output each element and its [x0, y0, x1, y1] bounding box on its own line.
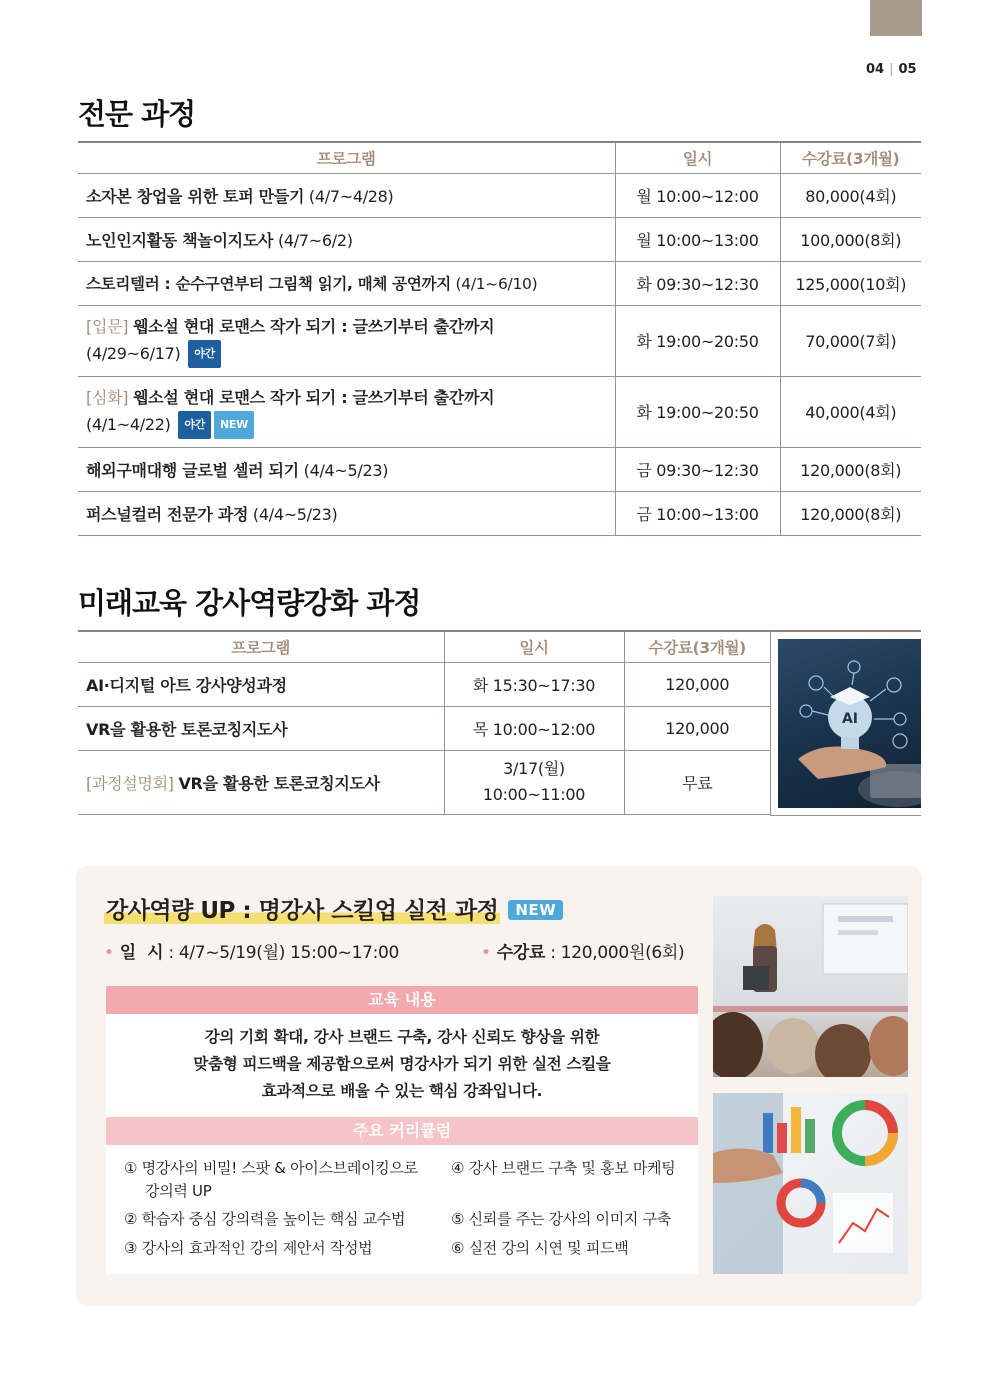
curriculum-item: ⑤ 신뢰를 주는 강사의 이미지 구축	[451, 1210, 671, 1228]
header-program: 프로그램	[78, 631, 444, 662]
content-description: 강의 기회 확대, 강사 브랜드 구축, 강사 신뢰도 향상을 위한 맞춤형 피드백을 제공함으로써 명강사가 되기 위한 실전 스킬을 효과적으로 배울 수 있는 핵심 강좌입니다.	[193, 1028, 611, 1100]
table-row: AI·디지털 아트 강사양성과정 화 15:30~17:30 120,000	[78, 662, 770, 706]
header-fee: 수강료(3개월)	[624, 631, 770, 662]
table-row: 소자본 창업을 위한 토퍼 만들기 (4/7~4/28) 월 10:00~12:00 80,000(4회)	[78, 173, 921, 217]
table-header-row	[78, 631, 770, 662]
table-row: [입문] 웹소설 현대 로맨스 작가 되기 : 글쓰기부터 출간까지 (4/29~6/17) 야간 화 19:00~20:50 70,000(7회)	[78, 305, 921, 376]
section-title-professional: 전문 과정	[78, 97, 196, 131]
header-schedule: 일시	[444, 631, 624, 662]
night-badge: 야간	[188, 340, 221, 368]
table-row: [과정설명회] VR을 활용한 토론코칭지도사 3/17(월) 10:00~11:00 무료	[78, 750, 770, 814]
future-course-table	[78, 630, 770, 815]
curriculum-item: 강의력 UP	[145, 1182, 212, 1200]
night-badge: 야간	[178, 411, 211, 439]
svg-text:AI: AI	[841, 711, 859, 727]
new-badge: NEW	[214, 411, 254, 439]
curriculum-item: ② 학습자 중심 강의력을 높이는 핵심 교수법	[124, 1210, 406, 1228]
table-row: 해외구매대행 글로벌 셀러 되기 (4/4~5/23) 금 09:30~12:30 120,000(8회)	[78, 447, 921, 491]
table-row: VR을 활용한 토론코칭지도사 목 10:00~12:00 120,000	[78, 706, 770, 750]
header-program: 프로그램	[78, 142, 615, 173]
curriculum-heading: 주요 커리큘럼	[106, 1117, 698, 1145]
table-row: 스토리텔러 : 순수구연부터 그림책 읽기, 매체 공연까지 (4/1~6/10) 화 09:30~12:30 125,000(10회)	[78, 261, 921, 305]
page-numbers: 04 | 05	[866, 62, 917, 77]
content-panel	[106, 986, 698, 1274]
date-info: • 일 시 : 4/7~5/19(월) 15:00~17:00	[104, 943, 400, 963]
chart-presentation-photo	[713, 1093, 908, 1274]
table-header-row	[78, 142, 921, 173]
new-badge: NEW	[508, 900, 563, 920]
table-row: [심화] 웹소설 현대 로맨스 작가 되기 : 글쓰기부터 출간까지 (4/1~4/22) 야간 NEW 화 19:00~20:50 40,000(4회)	[78, 376, 921, 447]
box-title: 강사역량 UP : 명강사 스킬업 실전 과정 NEW	[104, 892, 563, 925]
section-title-future-education: 미래교육 강사역량강화 과정	[78, 586, 421, 620]
curriculum-item: ④ 강사 브랜드 구축 및 홍보 마케팅	[451, 1159, 676, 1177]
corner-tab	[870, 0, 922, 36]
table-row: 퍼스널컬러 전문가 과정 (4/4~5/23) 금 10:00~13:00 120,000(8회)	[78, 491, 921, 535]
ai-lightbulb-photo	[778, 639, 921, 808]
fee-info: • 수강료 : 120,000원(6회)	[481, 943, 685, 963]
curriculum-item: ⑥ 실전 강의 시연 및 피드백	[451, 1239, 629, 1257]
table-row: 노인인지활동 책놀이지도사 (4/7~6/2) 월 10:00~13:00 100,000(8회)	[78, 217, 921, 261]
lecture-photo	[713, 896, 908, 1077]
header-fee: 수강료(3개월)	[780, 142, 921, 173]
curriculum-item: ① 명강사의 비밀! 스팟 & 아이스브레이킹으로	[124, 1159, 418, 1177]
professional-course-table	[78, 141, 921, 536]
header-schedule: 일시	[615, 142, 780, 173]
curriculum-item: ③ 강사의 효과적인 강의 제안서 작성법	[124, 1239, 373, 1257]
content-heading: 교육 내용	[106, 986, 698, 1014]
